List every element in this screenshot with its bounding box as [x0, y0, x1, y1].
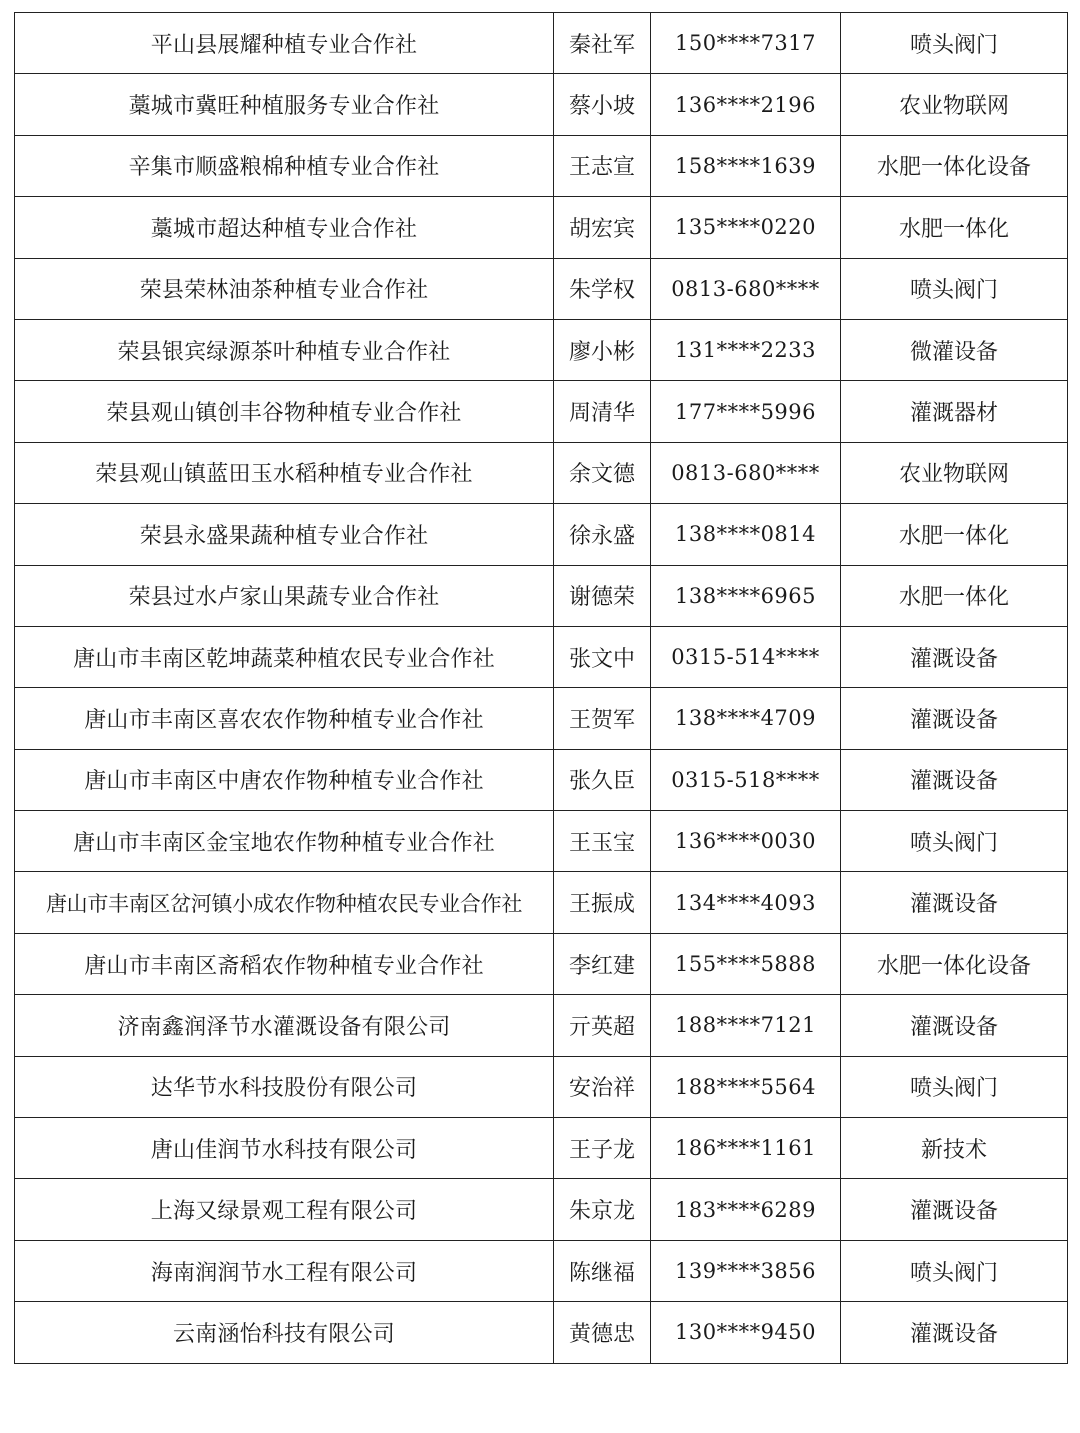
contact-person-cell: 秦社军 — [554, 13, 651, 74]
organization-cell: 唐山市丰南区乾坤蔬菜种植农民专业合作社 — [15, 626, 554, 687]
table-row — [15, 74, 1068, 135]
table-row — [15, 1179, 1068, 1240]
product-cell: 灌溉设备 — [841, 626, 1068, 687]
phone-cell: 0813-680**** — [651, 442, 841, 503]
organization-cell: 唐山佳润节水科技有限公司 — [15, 1118, 554, 1179]
phone-cell: 136****2196 — [651, 74, 841, 135]
table-row — [15, 933, 1068, 994]
product-cell: 农业物联网 — [841, 74, 1068, 135]
phone-cell: 0813-680**** — [651, 258, 841, 319]
organization-cell: 唐山市丰南区岔河镇小成农作物种植农民专业合作社 — [15, 872, 554, 933]
table-row — [15, 1118, 1068, 1179]
product-cell: 喷头阀门 — [841, 1240, 1068, 1301]
phone-cell: 131****2233 — [651, 319, 841, 380]
product-cell: 水肥一体化 — [841, 504, 1068, 565]
organization-cell: 唐山市丰南区喜农农作物种植专业合作社 — [15, 688, 554, 749]
product-cell: 灌溉器材 — [841, 381, 1068, 442]
table-row — [15, 197, 1068, 258]
organization-cell: 济南鑫润泽节水灌溉设备有限公司 — [15, 995, 554, 1056]
table-row — [15, 135, 1068, 196]
table-row — [15, 381, 1068, 442]
contact-person-cell: 张久臣 — [554, 749, 651, 810]
organization-cell: 荣县荣林油茶种植专业合作社 — [15, 258, 554, 319]
phone-cell: 138****0814 — [651, 504, 841, 565]
product-cell: 灌溉设备 — [841, 749, 1068, 810]
phone-cell: 138****6965 — [651, 565, 841, 626]
contact-person-cell: 黄德忠 — [554, 1302, 651, 1363]
table-row — [15, 1056, 1068, 1117]
phone-cell: 188****5564 — [651, 1056, 841, 1117]
product-cell: 水肥一体化设备 — [841, 933, 1068, 994]
product-cell: 水肥一体化设备 — [841, 135, 1068, 196]
phone-cell: 158****1639 — [651, 135, 841, 196]
organization-cell: 海南润润节水工程有限公司 — [15, 1240, 554, 1301]
product-cell: 喷头阀门 — [841, 1056, 1068, 1117]
contact-person-cell: 周清华 — [554, 381, 651, 442]
phone-cell: 135****0220 — [651, 197, 841, 258]
contact-person-cell: 蔡小坡 — [554, 74, 651, 135]
product-cell: 微灌设备 — [841, 319, 1068, 380]
contact-person-cell: 陈继福 — [554, 1240, 651, 1301]
organization-cell: 荣县银宾绿源茶叶种植专业合作社 — [15, 319, 554, 380]
product-cell: 喷头阀门 — [841, 811, 1068, 872]
product-cell: 水肥一体化 — [841, 565, 1068, 626]
table-row — [15, 565, 1068, 626]
contact-person-cell: 王贺军 — [554, 688, 651, 749]
phone-cell: 177****5996 — [651, 381, 841, 442]
table-row — [15, 811, 1068, 872]
table-row — [15, 995, 1068, 1056]
table-body — [15, 13, 1068, 1364]
table-row — [15, 504, 1068, 565]
phone-cell: 0315-518**** — [651, 749, 841, 810]
contact-person-cell: 张文中 — [554, 626, 651, 687]
contact-person-cell: 王志宣 — [554, 135, 651, 196]
organization-cell: 唐山市丰南区金宝地农作物种植专业合作社 — [15, 811, 554, 872]
product-cell: 水肥一体化 — [841, 197, 1068, 258]
table-row — [15, 749, 1068, 810]
contact-table-container — [14, 12, 1067, 1364]
contact-person-cell: 谢德荣 — [554, 565, 651, 626]
contact-person-cell: 廖小彬 — [554, 319, 651, 380]
table-row — [15, 13, 1068, 74]
organization-cell: 藁城市冀旺种植服务专业合作社 — [15, 74, 554, 135]
product-cell: 农业物联网 — [841, 442, 1068, 503]
organization-cell: 荣县观山镇蓝田玉水稻种植专业合作社 — [15, 442, 554, 503]
table-row — [15, 442, 1068, 503]
product-cell: 喷头阀门 — [841, 258, 1068, 319]
cooperative-contact-table — [14, 12, 1068, 1364]
product-cell: 灌溉设备 — [841, 688, 1068, 749]
phone-cell: 183****6289 — [651, 1179, 841, 1240]
phone-cell: 134****4093 — [651, 872, 841, 933]
contact-person-cell: 王玉宝 — [554, 811, 651, 872]
table-row — [15, 1240, 1068, 1301]
table-row — [15, 319, 1068, 380]
phone-cell: 138****4709 — [651, 688, 841, 749]
phone-cell: 139****3856 — [651, 1240, 841, 1301]
contact-person-cell: 王子龙 — [554, 1118, 651, 1179]
phone-cell: 188****7121 — [651, 995, 841, 1056]
organization-cell: 荣县观山镇创丰谷物种植专业合作社 — [15, 381, 554, 442]
contact-person-cell: 余文德 — [554, 442, 651, 503]
organization-cell: 达华节水科技股份有限公司 — [15, 1056, 554, 1117]
contact-person-cell: 安治祥 — [554, 1056, 651, 1117]
organization-cell: 荣县过水卢家山果蔬专业合作社 — [15, 565, 554, 626]
table-row — [15, 1302, 1068, 1363]
contact-person-cell: 朱京龙 — [554, 1179, 651, 1240]
organization-cell: 上海又绿景观工程有限公司 — [15, 1179, 554, 1240]
organization-cell: 唐山市丰南区斋稻农作物种植专业合作社 — [15, 933, 554, 994]
product-cell: 灌溉设备 — [841, 995, 1068, 1056]
contact-person-cell: 朱学权 — [554, 258, 651, 319]
contact-person-cell: 亓英超 — [554, 995, 651, 1056]
product-cell: 新技术 — [841, 1118, 1068, 1179]
table-row — [15, 688, 1068, 749]
table-row — [15, 872, 1068, 933]
phone-cell: 130****9450 — [651, 1302, 841, 1363]
organization-cell: 唐山市丰南区中唐农作物种植专业合作社 — [15, 749, 554, 810]
organization-cell: 云南涵怡科技有限公司 — [15, 1302, 554, 1363]
table-row — [15, 626, 1068, 687]
organization-cell: 辛集市顺盛粮棉种植专业合作社 — [15, 135, 554, 196]
product-cell: 灌溉设备 — [841, 872, 1068, 933]
contact-person-cell: 李红建 — [554, 933, 651, 994]
contact-person-cell: 徐永盛 — [554, 504, 651, 565]
phone-cell: 155****5888 — [651, 933, 841, 994]
product-cell: 灌溉设备 — [841, 1179, 1068, 1240]
organization-cell: 平山县展耀种植专业合作社 — [15, 13, 554, 74]
phone-cell: 136****0030 — [651, 811, 841, 872]
table-row — [15, 258, 1068, 319]
product-cell: 灌溉设备 — [841, 1302, 1068, 1363]
phone-cell: 150****7317 — [651, 13, 841, 74]
phone-cell: 186****1161 — [651, 1118, 841, 1179]
contact-person-cell: 胡宏宾 — [554, 197, 651, 258]
contact-person-cell: 王振成 — [554, 872, 651, 933]
phone-cell: 0315-514**** — [651, 626, 841, 687]
organization-cell: 荣县永盛果蔬种植专业合作社 — [15, 504, 554, 565]
product-cell: 喷头阀门 — [841, 13, 1068, 74]
organization-cell: 藁城市超达种植专业合作社 — [15, 197, 554, 258]
